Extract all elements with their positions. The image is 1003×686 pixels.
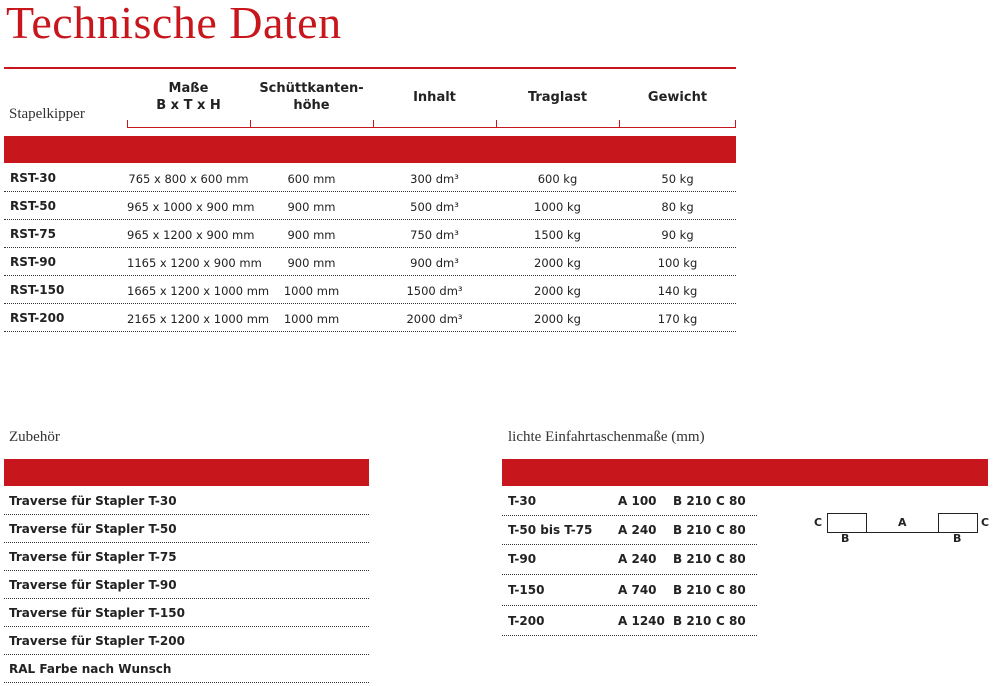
load-cell: 2000 kg [534,284,581,298]
diagram-label-c-right: C [981,516,990,529]
pocket-b: B 210 [673,494,712,508]
pocket-b: B 210 [673,523,712,537]
model-cell: RST-75 [10,227,56,241]
row-divider [4,331,736,332]
diagram-pocket-right [938,513,978,533]
list-item [4,655,369,683]
load-cell: 2000 kg [534,256,581,270]
model-cell: RST-90 [10,255,56,269]
pocket-a: A 240 [618,523,657,537]
list-item [4,487,369,515]
header-dimensions-line2: B x T x H [156,98,221,113]
table-row [4,192,736,220]
height-cell: 900 mm [287,256,336,270]
table-row [4,248,736,276]
weight-cell: 140 kg [657,284,698,298]
pocket-a: A 1240 [618,614,665,628]
pocket-row [502,487,757,516]
model-cell: RST-30 [10,171,56,185]
table-row [4,164,736,192]
accessories-label: Zubehör [9,429,60,445]
height-cell: 1000 mm [283,312,340,326]
list-item [4,571,369,599]
list-item [4,599,369,627]
weight-cell: 90 kg [661,228,694,242]
pocket-a: A 740 [618,583,657,597]
header-tick [735,120,736,128]
table-row [4,220,736,248]
pocket-row [502,606,757,636]
diagram-label-c-left: C [814,516,823,529]
row-divider [4,682,369,683]
volume-cell: 900 dm³ [410,256,459,270]
model-cell: RST-50 [10,199,56,213]
dims-cell: 1665 x 1200 x 1000 mm [127,284,270,298]
pocket-b: B 210 [673,614,712,628]
pocket-diagram [810,508,995,548]
diagram-baseline-left [867,532,938,533]
dims-cell: 2165 x 1200 x 1000 mm [127,312,270,326]
accessories-red-bar [4,459,369,486]
volume-cell: 300 dm³ [410,172,459,186]
row-divider [502,635,757,636]
header-volume: Inhalt [413,90,456,105]
model-cell: RST-150 [10,283,65,297]
load-cell: 2000 kg [534,312,581,326]
pocket-row [502,545,757,575]
header-tick [127,120,128,128]
header-dimensions-line1: Maße [168,81,209,96]
header-height-line2: höhe [293,98,330,113]
header-height [250,80,373,114]
accessory-label: RAL Farbe nach Wunsch [9,662,172,676]
header-tick [373,120,374,128]
pocket-c: C 80 [716,523,746,537]
height-cell: 1000 mm [283,284,340,298]
weight-cell: 50 kg [661,172,694,186]
weight-cell: 100 kg [657,256,698,270]
pocket-a: A 240 [618,552,657,566]
pocket-b: B 210 [673,583,712,597]
header-height-line1: Schüttkanten- [259,81,364,96]
load-cell: 1500 kg [534,228,581,242]
header-weight: Gewicht [647,90,708,105]
pocket-name: T-50 bis T-75 [508,523,593,537]
weight-cell: 170 kg [657,312,698,326]
height-cell: 900 mm [287,228,336,242]
dims-cell: 965 x 1200 x 900 mm [127,228,255,242]
header-tick [496,120,497,128]
volume-cell: 750 dm³ [410,228,459,242]
pocket-c: C 80 [716,552,746,566]
pockets-red-bar [502,459,988,486]
accessory-label: Traverse für Stapler T-200 [9,634,185,648]
volume-cell: 1500 dm³ [406,284,463,298]
weight-cell: 80 kg [661,200,694,214]
header-underline [127,127,736,128]
pocket-row [502,575,757,606]
list-item [4,627,369,655]
accessory-label: Traverse für Stapler T-50 [9,522,177,536]
header-load: Traglast [527,90,588,105]
volume-cell: 500 dm³ [410,200,459,214]
pockets-label: lichte Einfahrtaschenmaße (mm) [508,429,705,445]
table-row [4,304,736,332]
pocket-a: A 100 [618,494,657,508]
diagram-label-a: A [898,516,907,529]
load-cell: 1000 kg [534,200,581,214]
header-tick [250,120,251,128]
title-rule [4,67,736,69]
specs-red-bar [4,136,736,163]
page-title: Technische Daten [6,0,342,48]
model-cell: RST-200 [10,311,65,325]
specs-row-label: Stapelkipper [9,106,85,122]
height-cell: 900 mm [287,200,336,214]
dims-cell: 765 x 800 x 600 mm [128,172,249,186]
pocket-name: T-200 [508,614,545,628]
diagram-label-b-right: B [953,532,962,545]
pocket-name: T-90 [508,552,537,566]
pocket-name: T-150 [508,583,545,597]
dims-cell: 1165 x 1200 x 900 mm [127,256,262,270]
height-cell: 600 mm [287,172,336,186]
pocket-name: T-30 [508,494,537,508]
accessory-label: Traverse für Stapler T-30 [9,494,177,508]
accessory-label: Traverse für Stapler T-75 [9,550,177,564]
load-cell: 600 kg [537,172,578,186]
dims-cell: 965 x 1000 x 900 mm [127,200,255,214]
diagram-label-b-left: B [841,532,850,545]
pocket-c: C 80 [716,583,746,597]
accessory-label: Traverse für Stapler T-150 [9,606,185,620]
list-item [4,515,369,543]
header-dimensions [127,80,250,114]
pocket-b: B 210 [673,552,712,566]
volume-cell: 2000 dm³ [406,312,463,326]
pocket-row [502,516,757,545]
list-item [4,543,369,571]
pocket-c: C 80 [716,614,746,628]
header-tick [619,120,620,128]
table-row [4,276,736,304]
accessory-label: Traverse für Stapler T-90 [9,578,177,592]
diagram-pocket-left [827,513,867,533]
pocket-c: C 80 [716,494,746,508]
